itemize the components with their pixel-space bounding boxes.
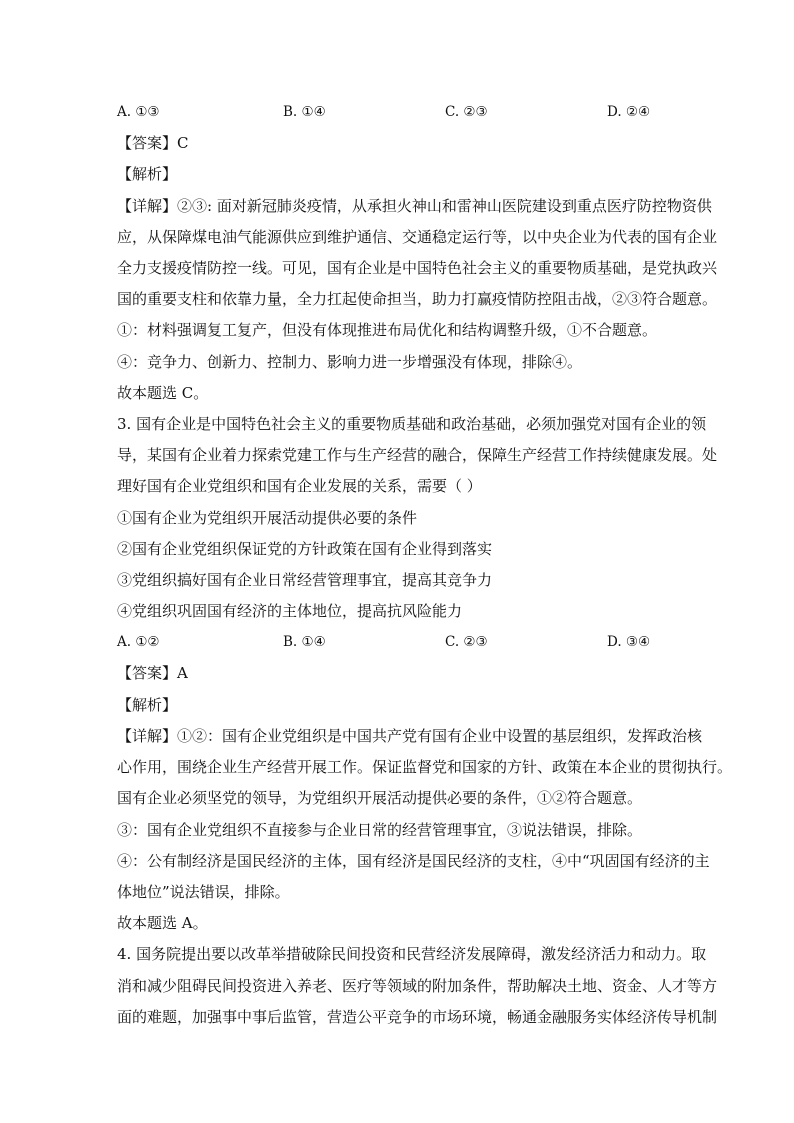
q2-options [117,102,677,122]
q2-answer: 【答案】C [117,134,189,152]
q3-conclusion: 故本题选 A。 [117,914,208,932]
q3-analysis-label: 【解析】 [117,696,178,714]
q3-answer: 【答案】A [117,664,188,682]
q3-stem-line: 导，某国有企业着力探索党建工作与生产经营的融合，保障生产经营工作持续健康发展。处 [117,446,718,464]
q3-stem-line: 理好国有企业党组织和国有企业发展的关系，需要（ ） [117,477,482,495]
q3-option-a: A. ①② [117,634,160,650]
q2-detail-line: 【详解】②③: 面对新冠肺炎疫情，从承担火神山和雷神山医院建设到重点医疗防控物资供 [117,197,712,215]
q3-option-b: B. ①④ [283,634,326,650]
q2-conclusion: 故本题选 C。 [117,384,209,402]
q2-detail-line: 应，从保障煤电油气能源供应到维护通信、交通稳定运行等，以中央企业为代表的国有企业 [117,228,718,246]
q3-options [117,632,677,652]
q2-detail-line: ①：材料强调复工复产，但没有体现推进布局优化和结构调整升级，①不合题意。 [117,321,658,339]
q2-option-a: A. ①③ [117,104,160,120]
q3-statement: ④党组织巩固国有经济的主体地位，提高抗风险能力 [117,602,463,620]
q3-statement: ①国有企业为党组织开展活动提供必要的条件 [117,509,418,527]
q3-stem-line: 3. 国有企业是中国特色社会主义的重要物质基础和政治基础，必须加强党对国有企业的领 [117,415,707,433]
q2-analysis-label: 【解析】 [117,165,178,183]
q4-stem-line: 消和减少阻碍民间投资进入养老、医疗等领域的附加条件，帮助解决土地、资金、人才等方 [117,977,718,995]
q2-detail-line: ④：竞争力、创新力、控制力、影响力进一步增强没有体现，排除④。 [117,353,583,371]
q3-detail-line: 心作用，围绕企业生产经营开展工作。保证监督党和国家的方针、政策在本企业的贯彻执行。 [117,758,733,776]
q2-detail-line: 全力支援疫情防控一线。可见，国有企业是中国特色社会主义的重要物质基础，是党执政兴 [117,259,718,277]
q3-detail-line: 体地位”说法错误，排除。 [117,883,290,901]
q3-statement: ②国有企业党组织保证党的方针政策在国有企业得到落实 [117,540,493,558]
q2-option-c: C. ②③ [445,104,488,120]
q3-detail-line: ④：公有制经济是国民经济的主体，国有经济是国民经济的支柱，④中“巩固国有经济的主 [117,852,710,870]
q2-detail-line: 国的重要支柱和依靠力量，全力扛起使命担当，助力打赢疫情防控阻击战，②③符合题意。 [117,290,718,308]
q2-option-b: B. ①④ [283,104,326,120]
q3-detail-line: 【详解】①②：国有企业党组织是中国共产党有国有企业中设置的基层组织，发挥政治核 [117,727,703,745]
q2-option-d: D. ②④ [607,104,651,120]
q3-option-c: C. ②③ [445,634,488,650]
q3-detail-line: 国有企业必须坚党的领导，为党组织开展活动提供必要的条件，①②符合题意。 [117,789,643,807]
q4-stem-line: 面的难题，加强事中事后监管，营造公平竞争的市场环境，畅通金融服务实体经济传导机制 [117,1008,718,1026]
q3-detail-line: ③：国有企业党组织不直接参与企业日常的经营管理事宜，③说法错误，排除。 [117,821,643,839]
q3-option-d: D. ③④ [607,634,651,650]
q3-statement: ③党组织搞好国有企业日常经营管理事宜，提高其竞争力 [117,571,493,589]
q4-stem-line: 4. 国务院提出要以改革举措破除民间投资和民营经济发展障碍，激发经济活力和动力。取 [117,945,707,963]
